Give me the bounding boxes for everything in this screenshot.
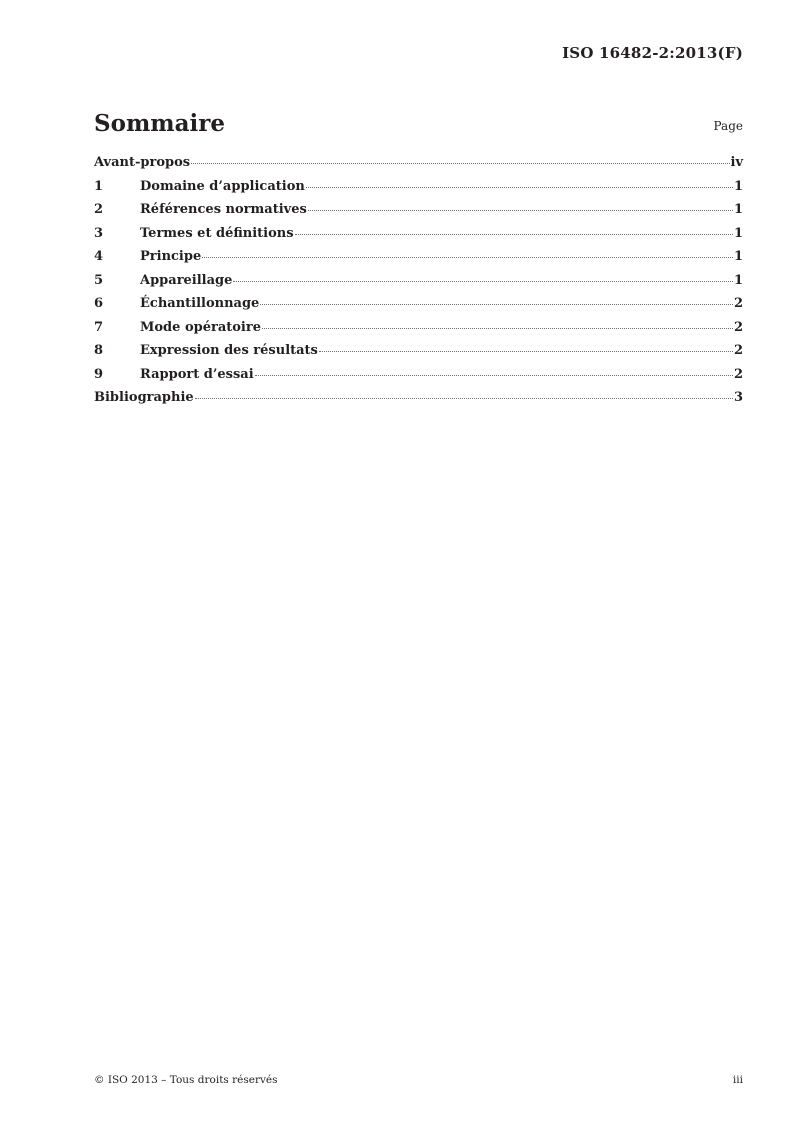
toc-entry-page: 3	[733, 390, 743, 405]
copyright-notice: © ISO 2013 – Tous droits réservés	[94, 1074, 278, 1086]
toc-entry-page: 2	[733, 343, 743, 358]
toc-entry-label: Rapport d’essai	[140, 366, 254, 382]
toc-entry-number: 6	[94, 296, 104, 311]
document-id: ISO 16482-2:2013(F)	[562, 44, 743, 62]
toc-title: Sommaire	[94, 110, 226, 137]
toc-entry-domaine-application[interactable]	[94, 179, 743, 203]
toc-entry-label: Avant-propos	[94, 155, 191, 170]
toc-entry-page: 1	[733, 249, 743, 264]
page-column-label: Page	[713, 119, 743, 133]
dot-leader	[319, 351, 733, 352]
toc-entry-page: 2	[733, 296, 743, 311]
toc-entry-rapport-essai[interactable]	[94, 367, 743, 391]
dot-leader	[255, 375, 733, 376]
dot-leader	[295, 234, 733, 235]
dot-leader	[195, 398, 733, 399]
toc-entry-page: 1	[733, 178, 743, 194]
dot-leader	[260, 304, 733, 305]
toc-entry-label: Termes et définitions	[140, 225, 294, 241]
dot-leader	[306, 187, 733, 188]
dot-leader	[308, 210, 733, 211]
toc-entry-number: 4	[94, 249, 104, 264]
dot-leader	[202, 257, 733, 258]
toc-entry-page: 1	[733, 202, 743, 217]
toc-entry-label: Appareillage	[140, 272, 233, 288]
toc-entry-number: 3	[94, 225, 104, 241]
toc-entry-label: Principe	[140, 249, 202, 264]
dot-leader	[191, 163, 729, 164]
toc-entry-page: 2	[733, 366, 743, 382]
toc-entry-page: 1	[733, 225, 743, 241]
toc-entry-bibliographie[interactable]	[94, 390, 743, 414]
toc-entry-label: Échantillonnage	[140, 296, 260, 311]
toc-entry-expression-resultats[interactable]	[94, 343, 743, 367]
toc-entry-echantillonnage[interactable]	[94, 296, 743, 320]
toc-entry-appareillage[interactable]	[94, 273, 743, 297]
toc-entry-references-normatives[interactable]	[94, 202, 743, 226]
toc-entry-label: Mode opératoire	[140, 319, 261, 335]
dot-leader	[233, 281, 733, 282]
toc-entry-page: 1	[733, 272, 743, 288]
toc-entry-number: 8	[94, 343, 104, 358]
toc-entry-number: 9	[94, 366, 104, 382]
toc-header	[94, 110, 743, 140]
toc-entry-label: Domaine d’application	[140, 178, 305, 194]
toc-entry-number: 7	[94, 319, 104, 335]
toc-entry-avant-propos[interactable]	[94, 155, 743, 179]
toc-entry-label: Références normatives	[140, 202, 307, 217]
toc-entry-number: 5	[94, 272, 104, 288]
page-number: iii	[732, 1074, 743, 1086]
toc-entry-page: iv	[730, 155, 743, 170]
toc-entry-number: 2	[94, 202, 104, 217]
toc-entry-label: Expression des résultats	[140, 343, 318, 358]
toc-entry-termes-definitions[interactable]	[94, 226, 743, 250]
dot-leader	[262, 328, 733, 329]
toc-entry-principe[interactable]	[94, 249, 743, 273]
toc-entry-mode-operatoire[interactable]	[94, 320, 743, 344]
toc-entry-number: 1	[94, 178, 104, 194]
toc-entry-label: Bibliographie	[94, 390, 194, 405]
table-of-contents	[94, 155, 743, 414]
toc-entry-page: 2	[733, 319, 743, 335]
